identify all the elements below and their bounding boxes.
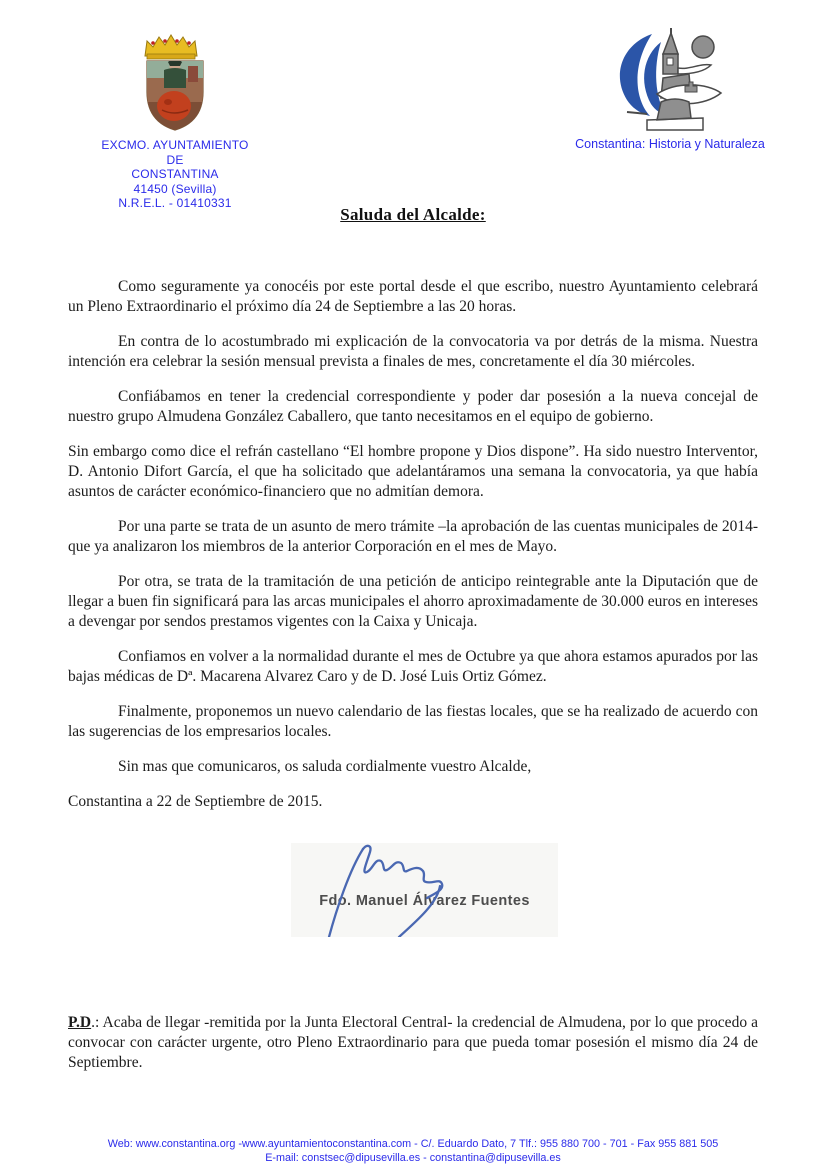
postscript-label: P.D	[68, 1014, 92, 1031]
signature-name-label: Fdo. Manuel Álvarez Fuentes	[319, 893, 530, 909]
letter-footer	[0, 1137, 826, 1165]
postscript-paragraph	[68, 1013, 758, 1073]
tourism-caption: Constantina: Historia y Naturaleza	[575, 137, 765, 151]
postscript-text: .: Acaba de llegar -remitida por la Junta Electoral Central- la credencial de Almudena, por lo que procedo a convocar con carácter urgente, otro Pleno Extraordinario para que pueda tomar posesión el mismo día 24 de Septiembre.	[68, 1014, 758, 1071]
municipality-line: CONSTANTINA	[131, 167, 219, 182]
constantina-tourism-logo-icon	[605, 26, 735, 134]
page-title: Saluda del Alcalde:	[340, 205, 486, 224]
signature-block	[291, 843, 558, 937]
coat-of-arms-icon	[136, 30, 214, 132]
municipality-name-block	[70, 138, 280, 211]
footer-contact-line: Web: www.constantina.org -www.ayuntamientoconstantina.com - C/. Eduardo Dato, 7 Tlf.: 955 880 700 - 701 - Fax 955 881 505	[107, 1138, 719, 1150]
paragraph: Confiamos en volver a la normalidad durante el mes de Octubre ya que ahora estamos apurados por las bajas médicas de Dª. Macarena Alvarez Caro y de D. José Luis Ortiz Gómez.	[68, 648, 758, 685]
paragraph: En contra de lo acostumbrado mi explicación de la convocatoria va por detrás de la misma. Nuestra intención era celebrar la sesión mensual prevista a finales de mes, concretamente el día 30 miércoles.	[68, 333, 758, 370]
municipality-line: N.R.E.L. - 01410331	[118, 196, 232, 211]
paragraph: Confiábamos en tener la credencial correspondiente y poder dar posesión a la nueva concejal de nuestro grupo Almudena González Caballero, que tanto necesitamos en el equipo de gobierno.	[68, 388, 758, 425]
date-line: Constantina a 22 de Septiembre de 2015.	[68, 793, 323, 810]
paragraph: Por una parte se trata de un asunto de mero trámite –la aprobación de las cuentas municipales de 2014- que ya analizaron los miembros de la anterior Corporación en el mes de Mayo.	[68, 518, 758, 555]
municipality-line: DE	[166, 152, 184, 167]
footer-email-line: E-mail: constsec@dipusevilla.es - constantina@dipusevilla.es	[265, 1152, 561, 1164]
municipality-line: 41450 (Sevilla)	[133, 181, 217, 196]
paragraph: Como seguramente ya conocéis por este portal desde el que escribo, nuestro Ayuntamiento celebrará un Pleno Extraordinario el próximo día 24 de Septiembre a las 20 horas.	[68, 278, 758, 315]
tourism-header	[545, 26, 795, 151]
paragraph: Finalmente, proponemos un nuevo calendario de las fiestas locales, que se ha realizado de acuerdo con las sugerencias de los empresarios locales.	[68, 703, 758, 740]
paragraph: Sin embargo como dice el refrán castellano “El hombre propone y Dios dispone”. Ha sido nuestro Interventor, D. Antonio Difort García, el que ha solicitado que adelantáramos una semana la convocatoria, ya que había asuntos de carácter económico-financiero que no admitían demora.	[68, 443, 758, 500]
paragraph: Por otra, se trata de la tramitación de una petición de anticipo reintegrable ante la Diputación que de llegar a buen fin significará para las arcas municipales el ahorro aproximadamente de 30.000 euros en intereses a devengar por sendos prestamos vigentes con la Caixa y Unicaja.	[68, 573, 758, 630]
paragraph: Sin mas que comunicaros, os saluda cordialmente vuestro Alcalde,	[118, 758, 532, 775]
handwritten-signature-icon	[291, 843, 558, 937]
municipality-line: EXCMO. AYUNTAMIENTO	[101, 138, 249, 152]
municipality-header	[70, 30, 280, 211]
letter-body	[68, 277, 758, 827]
